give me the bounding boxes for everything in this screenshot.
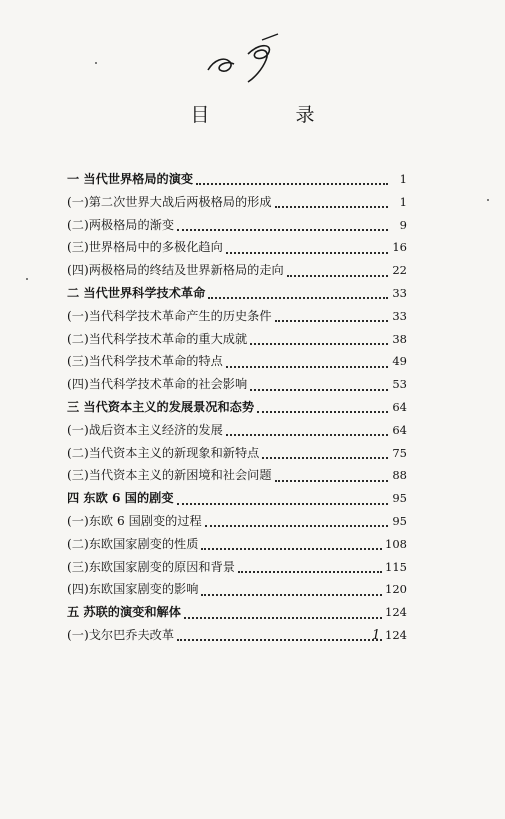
toc-entry-label: (三)当代资本主义的新困境和社会问题 bbox=[67, 468, 272, 483]
dot-leader bbox=[208, 297, 388, 299]
dot-leader bbox=[177, 503, 388, 505]
dot-leader bbox=[250, 343, 388, 345]
handwritten-signature bbox=[200, 30, 290, 85]
toc-chapter-entry bbox=[67, 603, 407, 626]
toc-entry-page-number: 124 bbox=[385, 627, 407, 642]
dot-leader bbox=[226, 252, 388, 254]
toc-section-entry bbox=[67, 261, 407, 284]
toc-entry-label: 四 东欧 6 国的剧变 bbox=[67, 491, 174, 506]
scan-speck bbox=[26, 278, 28, 280]
toc-entry-page-number: 38 bbox=[392, 331, 407, 346]
dot-leader bbox=[205, 525, 388, 527]
toc-entry-page-number: 64 bbox=[392, 422, 407, 437]
toc-section-entry bbox=[67, 352, 407, 375]
toc-entry-label: (一)戈尔巴乔夫改革 bbox=[67, 627, 175, 642]
toc-entry-label: 五 苏联的演变和解体 bbox=[67, 605, 181, 620]
toc-section-entry bbox=[67, 444, 407, 467]
dot-leader bbox=[177, 229, 388, 231]
toc-entry-label: (二)两极格局的渐变 bbox=[67, 217, 175, 232]
toc-entry-page-number: 120 bbox=[385, 582, 407, 597]
scan-speck bbox=[487, 199, 489, 201]
toc-entry-label: 一 当代世界格局的演变 bbox=[67, 172, 194, 186]
dot-leader bbox=[226, 434, 388, 436]
toc-entry-page-number: 95 bbox=[392, 513, 407, 528]
dot-leader bbox=[184, 617, 382, 619]
dot-leader bbox=[177, 639, 382, 641]
dot-leader bbox=[257, 411, 388, 413]
toc-entry-page-number: 33 bbox=[392, 308, 407, 323]
toc-section-entry bbox=[67, 421, 407, 444]
toc-entry-label: (一)东欧 6 国剧变的过程 bbox=[67, 513, 202, 528]
toc-entry-label: (四)当代科学技术革命的社会影响 bbox=[67, 377, 248, 392]
toc-entry-page-number: 1 bbox=[399, 172, 407, 186]
toc-entry-label: (三)东欧国家剧变的原因和背景 bbox=[67, 559, 235, 574]
toc-entry-page-number: 64 bbox=[392, 399, 407, 414]
toc-entry-page-number: 115 bbox=[385, 559, 407, 574]
toc-section-entry bbox=[67, 626, 407, 649]
toc-section-entry bbox=[67, 512, 407, 535]
toc-section-entry bbox=[67, 307, 407, 330]
toc-entry-page-number: 75 bbox=[392, 445, 407, 460]
toc-entry-page-number: 88 bbox=[392, 468, 407, 483]
toc-section-entry bbox=[67, 580, 407, 603]
toc-chapter-entry bbox=[67, 489, 407, 512]
dot-leader bbox=[196, 183, 388, 185]
toc-entry-label: 二 当代世界科学技术革命 bbox=[67, 285, 206, 300]
dot-leader bbox=[226, 366, 388, 368]
toc-section-entry bbox=[67, 330, 407, 353]
toc-chapter-entry bbox=[67, 284, 407, 307]
toc-entry-page-number: 53 bbox=[392, 377, 407, 392]
dot-leader bbox=[275, 320, 388, 322]
toc-section-entry bbox=[67, 238, 407, 261]
dot-leader bbox=[275, 480, 388, 482]
toc-section-entry bbox=[67, 216, 407, 239]
toc-entry-label: (三)当代科学技术革命的特点 bbox=[67, 354, 223, 369]
toc-entry-page-number: 16 bbox=[392, 240, 407, 255]
toc-entry-label: (三)世界格局中的多极化趋向 bbox=[67, 240, 223, 255]
toc-chapter-entry bbox=[67, 398, 407, 421]
toc-entry-page-number: 1 bbox=[399, 194, 407, 209]
toc-entry-label: 三 当代资本主义的发展景况和态势 bbox=[67, 399, 255, 414]
toc-entry-label: (一)第二次世界大战后两极格局的形成 bbox=[67, 194, 272, 209]
dot-leader bbox=[287, 275, 388, 277]
toc-entry-label: (四)东欧国家剧变的影响 bbox=[67, 582, 199, 597]
toc-entry-label: (四)两极格局的终结及世界新格局的走向 bbox=[67, 263, 284, 278]
toc-section-entry bbox=[67, 193, 407, 216]
toc-entry-page-number: 9 bbox=[399, 217, 407, 232]
toc-entry-page-number: 49 bbox=[392, 354, 407, 369]
toc-entry-label: (二)当代资本主义的新现象和新特点 bbox=[67, 445, 260, 460]
toc-section-entry bbox=[67, 558, 407, 581]
toc-section-entry bbox=[67, 466, 407, 489]
page-folio: 1 bbox=[372, 628, 381, 643]
toc-entry-label: (一)战后资本主义经济的发展 bbox=[67, 422, 223, 437]
toc-chapter-entry bbox=[67, 170, 407, 193]
scan-speck bbox=[95, 62, 97, 64]
toc-entry-page-number: 108 bbox=[385, 536, 407, 551]
toc-entry-page-number: 124 bbox=[385, 605, 407, 620]
dot-leader bbox=[201, 548, 382, 550]
toc-entry-page-number: 33 bbox=[392, 285, 407, 300]
toc-entry-label: (二)当代科学技术革命的重大成就 bbox=[67, 331, 248, 346]
toc-section-entry bbox=[67, 535, 407, 558]
dot-leader bbox=[238, 571, 382, 573]
dot-leader bbox=[201, 594, 382, 596]
toc-entry-label: (一)当代科学技术革命产生的历史条件 bbox=[67, 308, 272, 323]
toc-entry-page-number: 22 bbox=[392, 263, 407, 278]
dot-leader bbox=[250, 389, 388, 391]
toc-entry-page-number: 95 bbox=[392, 491, 407, 506]
dot-leader bbox=[262, 457, 388, 459]
toc-entry-label: (二)东欧国家剧变的性质 bbox=[67, 536, 199, 551]
dot-leader bbox=[275, 206, 388, 208]
page-title: 目 录 bbox=[190, 104, 355, 126]
table-of-contents bbox=[67, 170, 407, 649]
toc-section-entry bbox=[67, 375, 407, 398]
